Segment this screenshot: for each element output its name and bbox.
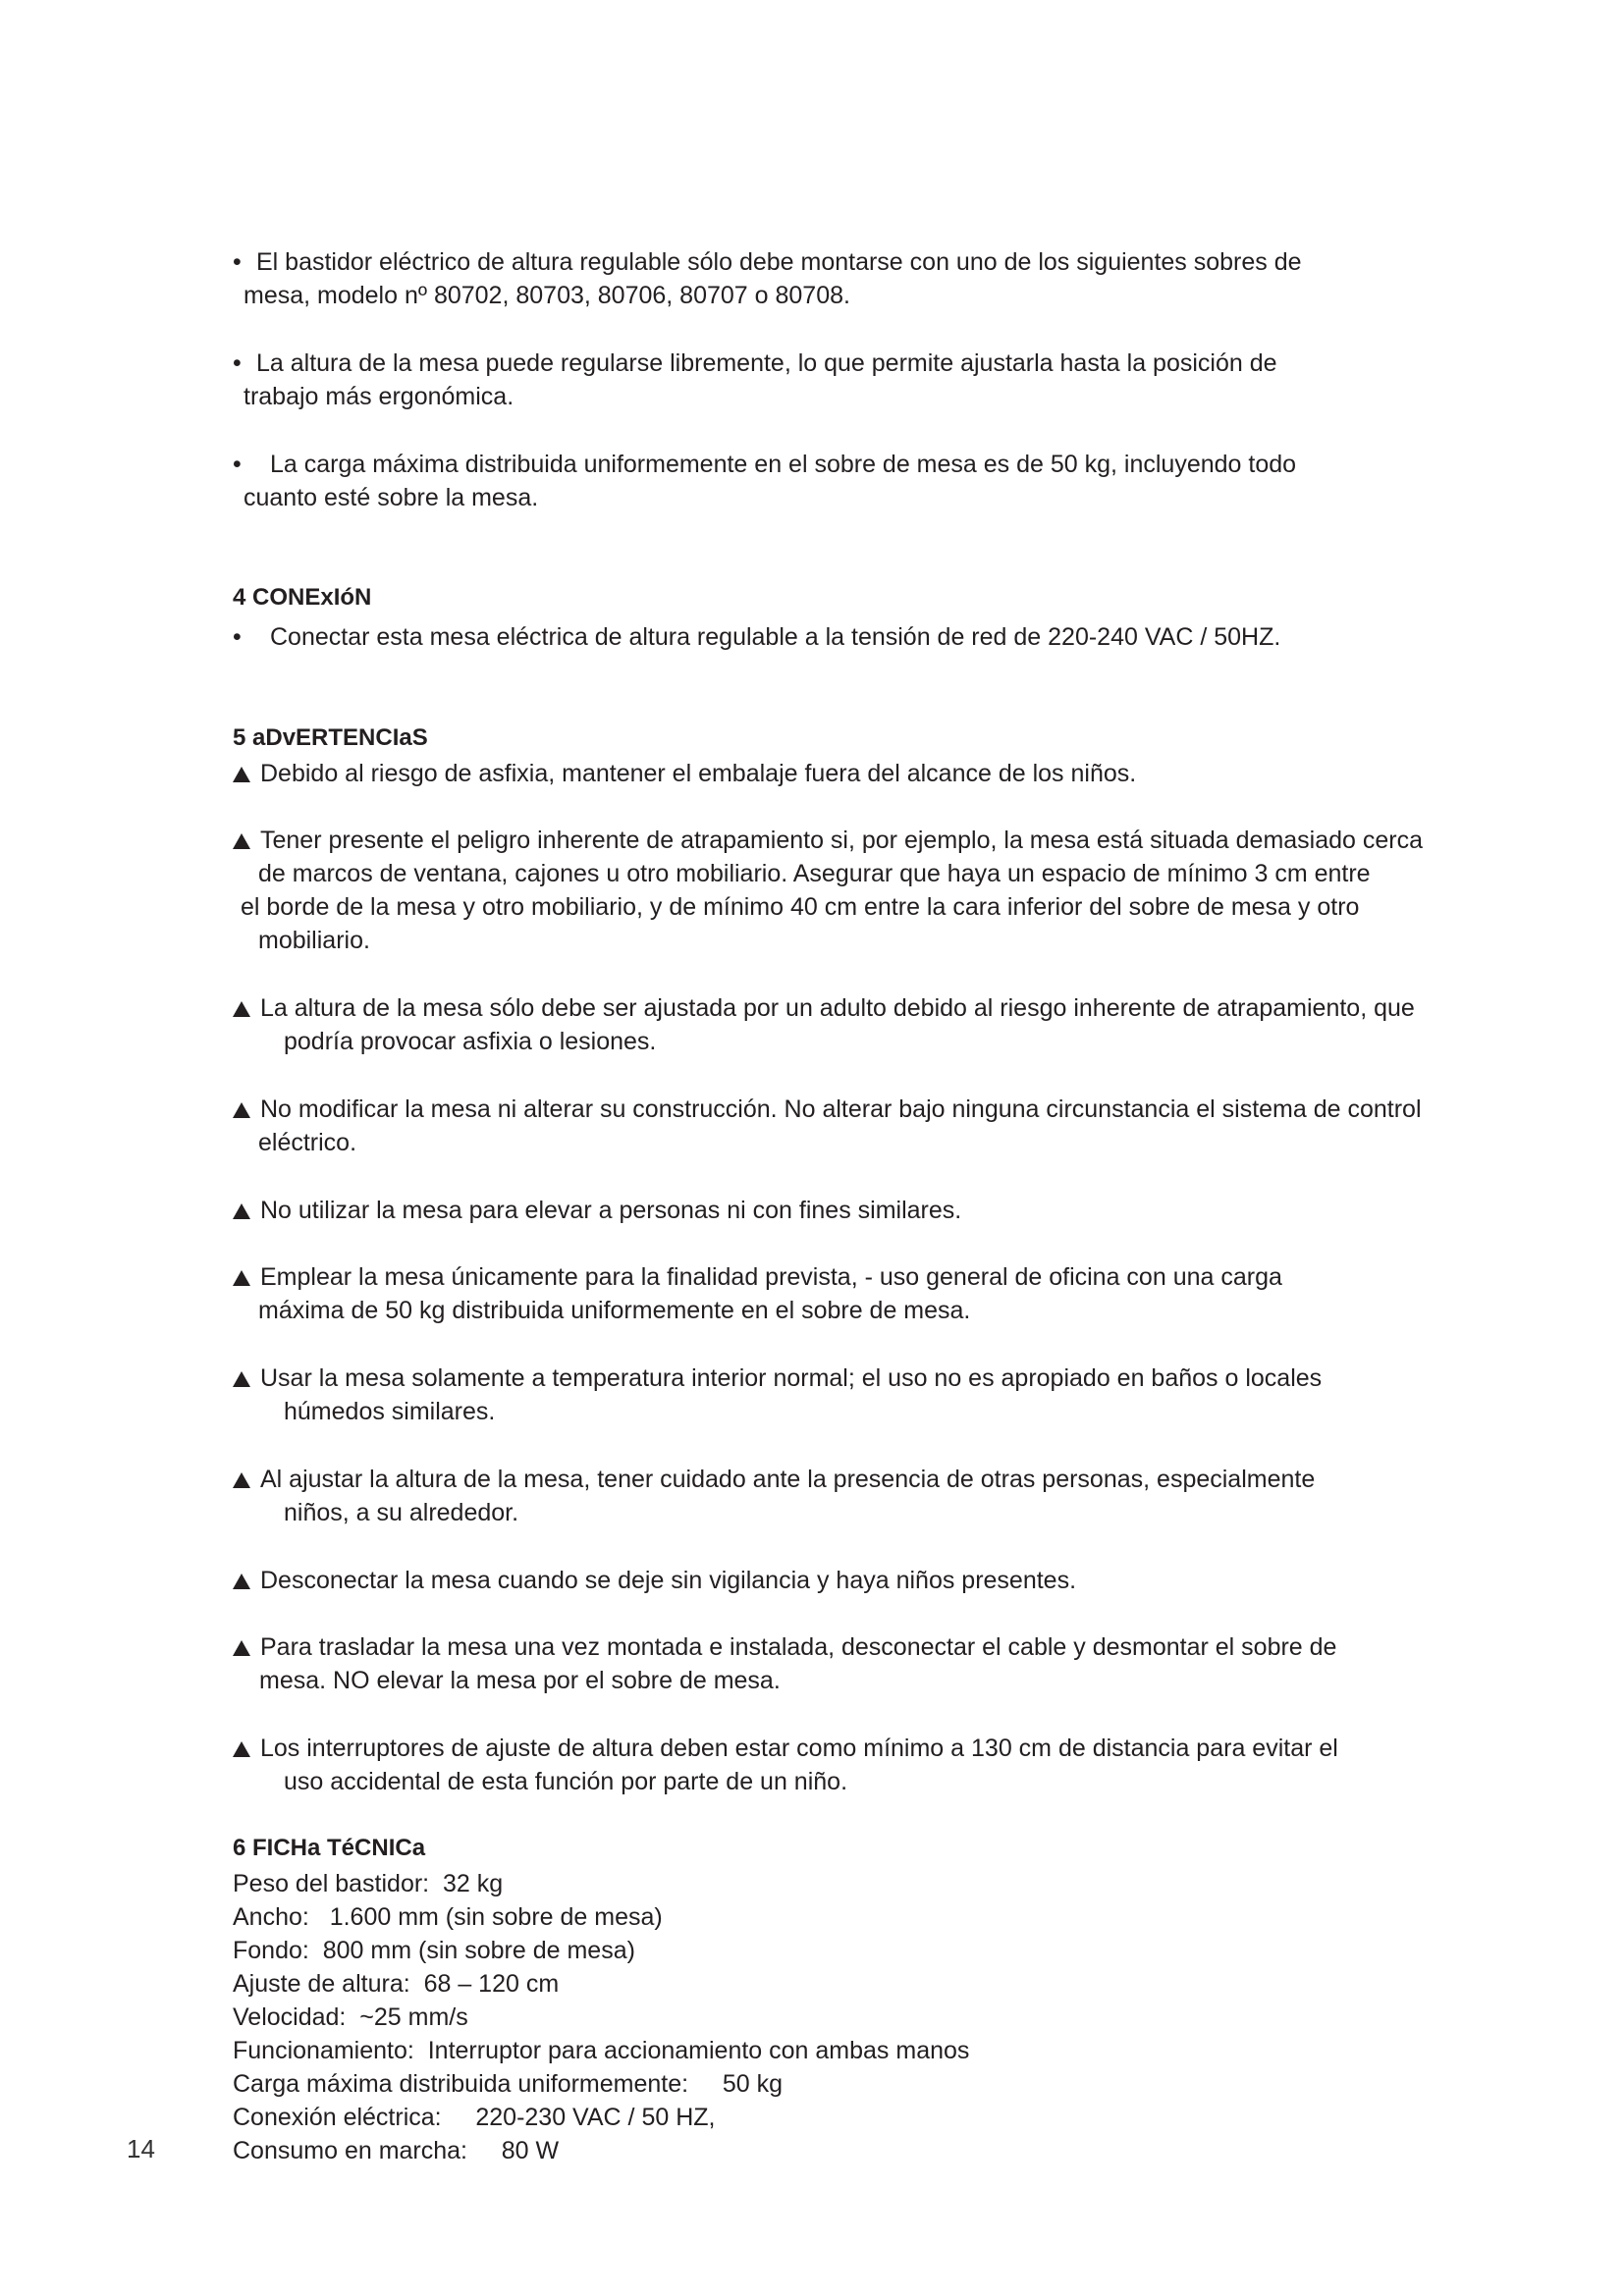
spec-label: Conexión eléctrica:	[233, 2104, 442, 2131]
bullet-line: mesa, modelo nº 80702, 80703, 80706, 80707 o 80708.	[244, 282, 850, 309]
bullet-line: trabajo más ergonómica.	[244, 383, 514, 410]
spec-row	[233, 2101, 715, 2134]
bullet-item	[233, 448, 1450, 514]
warning-item	[233, 1194, 1450, 1227]
section-heading: 5 aDvERTENCIaS	[233, 724, 428, 751]
bullet-item	[233, 620, 1450, 654]
warning-triangle-icon	[233, 1732, 260, 1765]
spec-label: Funcionamiento:	[233, 2037, 414, 2064]
warning-line: mobiliario.	[258, 927, 370, 954]
warning-line: No utilizar la mesa para elevar a personas ni con fines similares.	[260, 1197, 962, 1224]
warning-line: Desconectar la mesa cuando se deje sin vigilancia y haya niños presentes.	[260, 1567, 1077, 1594]
bullet-line: Conectar esta mesa eléctrica de altura regulable a la tensión de red de 220-240 VAC / 50HZ.	[270, 623, 1281, 651]
spec-row	[233, 1900, 663, 1934]
spec-value: Interruptor para accionamiento con ambas manos	[427, 2037, 970, 2064]
warning-item	[233, 1463, 1450, 1529]
warning-line: húmedos similares.	[284, 1398, 496, 1425]
warning-triangle-icon	[233, 1194, 260, 1227]
warning-item	[233, 1362, 1450, 1428]
spec-label: Fondo:	[233, 1937, 309, 1964]
spec-row	[233, 2001, 468, 2034]
warning-item	[233, 1732, 1450, 1798]
warning-line: uso accidental de esta función por parte de un niño.	[284, 1768, 848, 1795]
bullet-dot: •	[233, 248, 242, 276]
warning-line: Tener presente el peligro inherente de atrapamiento si, por ejemplo, la mesa está situada demasiado cerca	[260, 827, 1424, 854]
spec-label: Peso del bastidor:	[233, 1870, 430, 1897]
warning-line: Los interruptores de ajuste de altura deben estar como mínimo a 130 cm de distancia para evitar el	[260, 1735, 1338, 1762]
bullet-line: cuanto esté sobre la mesa.	[244, 484, 539, 511]
warning-line: mesa. NO elevar la mesa por el sobre de mesa.	[259, 1667, 781, 1694]
section-heading: 6 FICHa TéCNICa	[233, 1835, 426, 1861]
bullet-dot: •	[233, 349, 242, 377]
bullet-line: El bastidor eléctrico de altura regulable sólo debe montarse con uno de los siguientes sobres de	[256, 248, 1302, 276]
spec-value: 68 – 120 cm	[423, 1970, 560, 1998]
warning-line: La altura de la mesa sólo debe ser ajustada por un adulto debido al riesgo inherente de atrapamiento, que	[260, 994, 1415, 1022]
warning-item	[233, 1260, 1450, 1327]
warning-item	[233, 991, 1450, 1058]
warning-triangle-icon	[233, 1630, 260, 1664]
bullet-item	[233, 245, 1450, 312]
warning-line: máxima de 50 kg distribuida uniformemente en el sobre de mesa.	[258, 1297, 971, 1324]
warning-triangle-icon	[233, 1564, 260, 1597]
spec-label: Ancho:	[233, 1903, 309, 1931]
warning-item	[233, 1093, 1450, 1159]
warning-line: de marcos de ventana, cajones u otro mobiliario. Asegurar que haya un espacio de mínimo 3 cm entre	[258, 860, 1371, 887]
spec-row	[233, 2034, 969, 2067]
warning-item	[233, 1630, 1450, 1697]
warning-triangle-icon	[233, 1362, 260, 1395]
page-number: 14	[127, 2134, 155, 2163]
warning-line: niños, a su alrededor.	[284, 1499, 519, 1526]
spec-value: 80 W	[501, 2137, 560, 2164]
spec-value: 50 kg	[722, 2070, 783, 2098]
warning-triangle-icon	[233, 824, 260, 857]
spec-value: ~25 mm/s	[359, 2003, 468, 2031]
warning-triangle-icon	[233, 991, 260, 1025]
spec-value: 220-230 VAC / 50 HZ,	[475, 2104, 716, 2131]
warning-item	[233, 824, 1450, 957]
warning-line: Al ajustar la altura de la mesa, tener cuidado ante la presencia de otras personas, especialmente	[260, 1466, 1316, 1493]
spec-row	[233, 2134, 559, 2167]
spec-row	[233, 1934, 635, 1967]
spec-value: 1.600 mm (sin sobre de mesa)	[329, 1903, 663, 1931]
bullet-dot: •	[233, 623, 242, 651]
warning-triangle-icon	[233, 757, 260, 790]
spec-row	[233, 1867, 503, 1900]
spec-label: Ajuste de altura:	[233, 1970, 410, 1998]
warning-line: Debido al riesgo de asfixia, mantener el embalaje fuera del alcance de los niños.	[260, 760, 1137, 787]
warning-triangle-icon	[233, 1093, 260, 1126]
spec-label: Consumo en marcha:	[233, 2137, 468, 2164]
warning-item	[233, 1564, 1450, 1597]
bullet-line: La carga máxima distribuida uniformemente en el sobre de mesa es de 50 kg, incluyendo todo	[270, 451, 1297, 478]
warning-line: Usar la mesa solamente a temperatura interior normal; el uso no es apropiado en baños o locales	[260, 1364, 1323, 1392]
warning-line: No modificar la mesa ni alterar su construcción. No alterar bajo ninguna circunstancia el sistema de control	[260, 1095, 1422, 1123]
spec-row	[233, 2067, 783, 2101]
section-heading: 4 CONExIóN	[233, 584, 372, 611]
bullet-item	[233, 347, 1450, 413]
warning-item	[233, 757, 1450, 790]
warning-triangle-icon	[233, 1463, 260, 1496]
warning-line: eléctrico.	[258, 1129, 357, 1156]
warning-line: Para trasladar la mesa una vez montada e instalada, desconectar el cable y desmontar el sobre de	[260, 1633, 1337, 1661]
spec-value: 800 mm (sin sobre de mesa)	[322, 1937, 635, 1964]
spec-value: 32 kg	[443, 1870, 504, 1897]
warning-line: el borde de la mesa y otro mobiliario, y de mínimo 40 cm entre la cara inferior del sobre de mesa y otro	[241, 893, 1360, 921]
spec-label: Carga máxima distribuida uniformemente:	[233, 2070, 689, 2098]
warning-line: podría provocar asfixia o lesiones.	[284, 1028, 657, 1055]
warning-line: Emplear la mesa únicamente para la finalidad prevista, - uso general de oficina con una carga	[260, 1263, 1282, 1291]
spec-label: Velocidad:	[233, 2003, 347, 2031]
warning-triangle-icon	[233, 1260, 260, 1294]
bullet-dot: •	[233, 451, 242, 478]
bullet-line: La altura de la mesa puede regularse libremente, lo que permite ajustarla hasta la posición de	[256, 349, 1277, 377]
spec-row	[233, 1967, 559, 2001]
